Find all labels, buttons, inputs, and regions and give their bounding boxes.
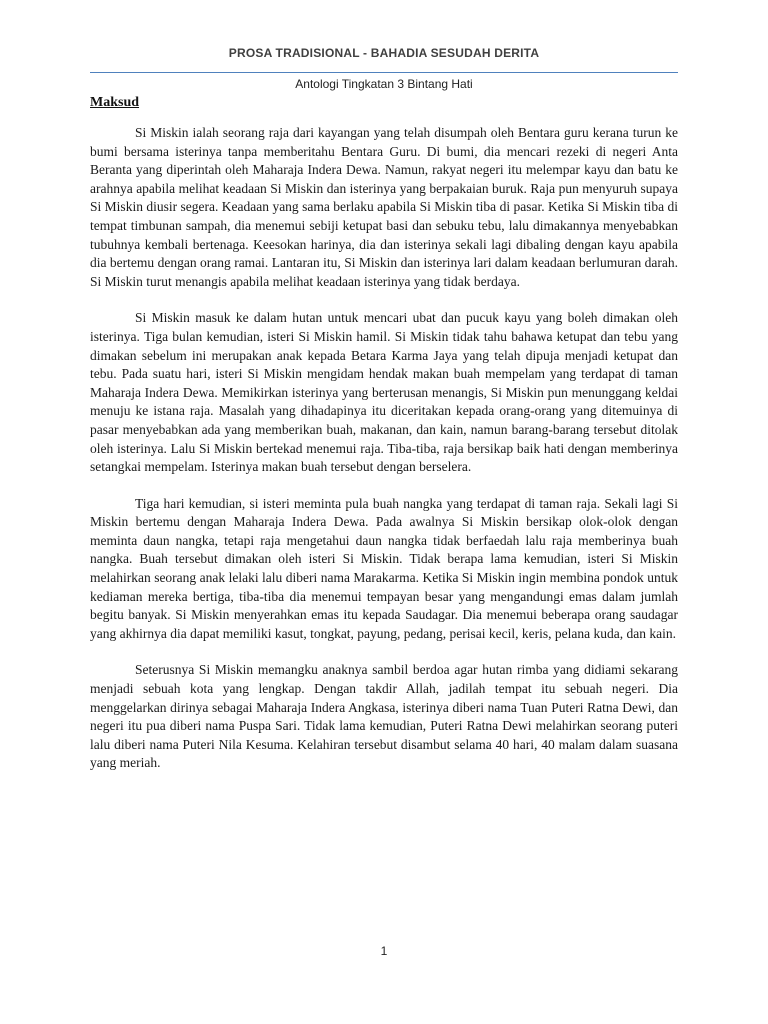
header-title: PROSA TRADISIONAL - BAHADIA SESUDAH DERITA [228,46,540,60]
body-text [90,124,678,791]
paragraph-3: Tiga hari kemudian, si isteri meminta pula buah nangka yang terdapat di taman raja. Sekali lagi Si Miskin bertemu dengan Maharaja Indera Dewa. Pada awalnya Si Miskin bersikap olok-olok dengan meminta daun nangka, tetapi raja mengetahui daun nangka tidak berfaedah lalu raja memberinya buah nangka. Buah tersebut dimakan oleh isteri Si Miskin. Tidak berapa lama kemudian, isteri Si Miskin melahirkan seorang anak lelaki lalu diberi nama Marakarma. Ketika Si Miskin ingin membina pondok untuk kediaman mereka bertiga, tiba-tiba dia menemui tempayan besar yang mengandungi emas dalam jumlah begitu banyak. Si Miskin menyerahkan emas itu kepada Saudagar. Dia menemui beberapa orang saudagar yang akhirnya dia dapat memiliki kasut, tongkat, payung, pedang, perisai kecil, keris, pelana kuda, dan kain. [90,495,678,641]
paragraph-1: Si Miskin ialah seorang raja dari kayangan yang telah disumpah oleh Bentara guru kerana turun ke bumi bersama isterinya tanpa memberitahu Bentara Guru. Di bumi, dia mencari rezeki di negeri Anta Beranta yang diperintah oleh Maharaja Indera Dewa. Namun, rakyat negeri itu melempar kayu dan batu ke arahnya apabila melihat keadaan Si Miskin dan isterinya yang berpakaian buruk. Raja pun menyuruh supaya Si Miskin diusir segera. Keadaan yang sama berlaku apabila Si Miskin tiba di pasar. Ketika Si Miskin tiba di tempat timbunan sampah, dia menemui sebiji ketupat basi dan sebuku tebu, lalu dimakannya menyebabkan tubuhnya kembali bertenaga. Keesokan harinya, dia dan isterinya sekali lagi dibaling dengan kayu apabila dia bertemu dengan orang ramai. Lantaran itu, Si Miskin dan isterinya lari dalam keadaan berlumuran darah. Si Miskin turut menangis apabila melihat keadaan isterinya yang tidak berdaya. [90,125,678,289]
paragraph-2: Si Miskin masuk ke dalam hutan untuk mencari ubat dan pucuk kayu yang boleh dimakan oleh isterinya. Tiga bulan kemudian, isteri Si Miskin hamil. Si Miskin tidak tahu bahawa ketupat dan tebu yang dimakan sebelum ini merupakan anak kepada Betara Karma Jaya yang telah dipuja menjadi ketupat dan tebu. Pada suatu hari, isteri Si Miskin mengidam hendak makan buah mempelam yang terdapat di taman Maharaja Indera Dewa. Memikirkan isterinya yang berterusan menangis, Si Miskin pun menunggang keldai menuju ke istana raja. Masalah yang dihadapinya itu diceritakan kepada orang-orang yang ditemuinya di pasar menyebabkan ada yang memberikan buah, makanan, dan kain, namun barang-barang tersebut ditolak oleh isterinya. Lalu Si Miskin bertekad menemui raja. Tiba-tiba, raja bersikap baik hati dengan memberinya setangkai mempelam. Isterinya makan buah tersebut dengan berselera. [90,310,678,475]
paragraph-4: Seterusnya Si Miskin memangku anaknya sambil berdoa agar hutan rimba yang didiami sekarang menjadi sebuah kota yang lengkap. Dengan takdir Allah, jadilah tempat itu sebuah negeri. Dia menggelarkan dirinya sebagai Maharaja Indera Angkasa, isterinya diberi nama Tuan Puteri Ratna Dewi, dan negeri itu pua diberi nama Puspa Sari. Tidak lama kemudian, Puteri Ratna Dewi melahirkan seorang puteri lalu diberi nama Puteri Nila Kesuma. Kelahiran tersebut disambut selama 40 hari, 40 malam dalam suasana yang meriah. [90,662,678,771]
header-divider [90,72,678,73]
section-heading: Maksud [90,95,140,110]
page-number: 1 [380,944,388,958]
header-subtitle: Antologi Tingkatan 3 Bintang Hati [295,77,473,91]
